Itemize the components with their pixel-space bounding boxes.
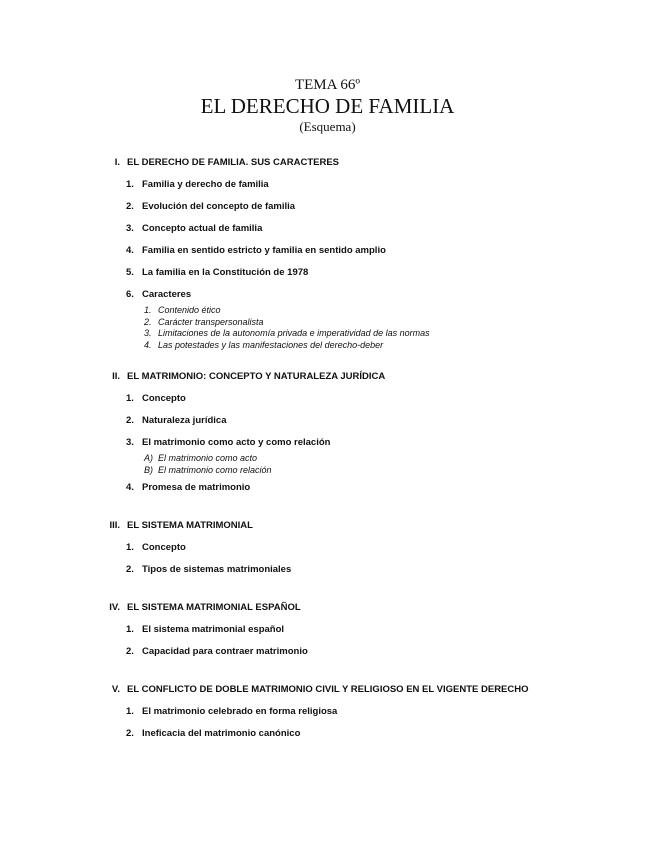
item-heading — [0, 646, 655, 662]
outline-item — [0, 564, 655, 580]
section-title: EL SISTEMA MATRIMONIAL — [127, 520, 253, 531]
item-heading — [0, 706, 655, 722]
section-heading — [0, 520, 655, 536]
section-number: III. — [109, 520, 120, 531]
outline-item — [0, 624, 655, 640]
item-heading — [0, 624, 655, 640]
item-title: Concepto — [142, 542, 186, 553]
sub-item-title: Carácter transpersonalista — [158, 316, 264, 327]
item-heading — [0, 564, 655, 580]
outline-item — [0, 482, 655, 498]
outline-item — [0, 728, 655, 744]
item-title: Promesa de matrimonio — [142, 482, 251, 493]
item-title: Caracteres — [142, 289, 192, 300]
tema-number: TEMA 66º — [294, 77, 361, 93]
outline-section — [0, 520, 655, 580]
sub-item-number: 3. — [144, 328, 152, 338]
item-title: La familia en la Constitución de 1978 — [142, 267, 309, 278]
item-number: 5. — [126, 267, 134, 278]
item-number: 2. — [126, 564, 134, 575]
item-heading — [0, 289, 655, 305]
section-heading — [0, 602, 655, 618]
item-title: Naturaleza jurídica — [142, 415, 227, 426]
item-number: 4. — [126, 482, 134, 493]
section-number: V. — [111, 684, 120, 695]
item-title: Evolución del concepto de familia — [142, 201, 296, 212]
item-heading — [0, 179, 655, 195]
sub-item-number: 2. — [144, 316, 152, 327]
section-number: IV. — [109, 602, 120, 613]
item-title: Tipos de sistemas matrimoniales — [142, 564, 292, 575]
item-number: 2. — [126, 201, 134, 212]
item-title: Concepto actual de familia — [142, 223, 263, 234]
item-heading — [0, 223, 655, 239]
sub-item-title: El matrimonio como acto — [158, 453, 258, 463]
item-heading — [0, 482, 655, 498]
item-heading — [0, 267, 655, 283]
outline-item — [0, 179, 655, 195]
outline-item — [0, 201, 655, 217]
sub-item — [0, 317, 655, 329]
item-title: Ineficacia del matrimonio canónico — [142, 728, 301, 739]
outline-item — [0, 393, 655, 409]
item-number: 1. — [126, 542, 134, 553]
outline-item — [0, 267, 655, 283]
item-number: 1. — [126, 706, 134, 717]
item-heading — [0, 415, 655, 431]
item-title: Familia y derecho de familia — [142, 179, 269, 190]
item-number: 2. — [126, 728, 134, 739]
item-heading — [0, 201, 655, 217]
sub-item — [0, 340, 655, 352]
item-number: 6. — [126, 289, 134, 300]
item-title: Capacidad para contraer matrimonio — [142, 646, 308, 657]
item-number: 3. — [126, 223, 134, 234]
sub-item-number: B) — [144, 464, 153, 475]
section-heading — [0, 157, 655, 173]
page-subtitle: (Esquema) — [299, 119, 356, 134]
section-number: II. — [112, 371, 120, 382]
outline-item — [0, 223, 655, 239]
outline-item — [0, 542, 655, 558]
sub-item-number: 4. — [144, 339, 152, 350]
item-heading — [0, 542, 655, 558]
item-heading — [0, 437, 655, 453]
sub-item — [0, 465, 655, 477]
section-title: EL SISTEMA MATRIMONIAL ESPAÑOL — [127, 602, 301, 613]
item-number: 2. — [126, 415, 134, 426]
item-title: El sistema matrimonial español — [142, 624, 285, 635]
item-number: 1. — [126, 624, 134, 635]
item-number: 4. — [126, 245, 134, 256]
sub-item — [0, 305, 655, 317]
item-number: 3. — [126, 437, 134, 448]
outline-item — [0, 245, 655, 261]
outline-item — [0, 646, 655, 662]
outline-section — [0, 684, 655, 744]
item-title: Concepto — [142, 393, 186, 404]
item-heading — [0, 393, 655, 409]
section-title: EL DERECHO DE FAMILIA. SUS CARACTERES — [127, 157, 340, 168]
section-heading — [0, 371, 655, 387]
outline-item — [0, 706, 655, 722]
item-title: El matrimonio como acto y como relación — [142, 437, 331, 448]
outline-item — [0, 437, 655, 476]
item-heading — [0, 728, 655, 744]
item-title: El matrimonio celebrado en forma religiosa — [142, 706, 338, 717]
document-header — [0, 76, 655, 135]
outline-section — [0, 371, 655, 498]
sub-item-number: 1. — [144, 305, 152, 315]
item-heading — [0, 245, 655, 261]
section-heading — [0, 684, 655, 700]
sub-item-title: El matrimonio como relación — [158, 464, 272, 475]
section-title: EL MATRIMONIO: CONCEPTO Y NATURALEZA JURÍDICA — [127, 371, 386, 382]
sub-item-title: Limitaciones de la autonomía privada e imperatividad de las normas — [158, 328, 430, 338]
item-number: 1. — [126, 179, 134, 190]
sub-item-number: A) — [144, 453, 153, 463]
item-title: Familia en sentido estricto y familia en sentido amplio — [142, 245, 386, 256]
outline — [0, 157, 655, 744]
outline-item — [0, 289, 655, 351]
outline-section — [0, 157, 655, 351]
item-number: 1. — [126, 393, 134, 404]
sub-item — [0, 453, 655, 465]
outline-section — [0, 602, 655, 662]
section-title: EL CONFLICTO DE DOBLE MATRIMONIO CIVIL Y RELIGIOSO EN EL VIGENTE DERECHO — [127, 684, 529, 695]
section-number: I. — [114, 157, 120, 168]
sub-item-title: Contenido ético — [158, 305, 221, 315]
item-number: 2. — [126, 646, 134, 657]
sub-item-title: Las potestades y las manifestaciones del derecho-deber — [158, 339, 384, 350]
outline-item — [0, 415, 655, 431]
page-title: EL DERECHO DE FAMILIA — [200, 94, 455, 118]
sub-item — [0, 328, 655, 340]
